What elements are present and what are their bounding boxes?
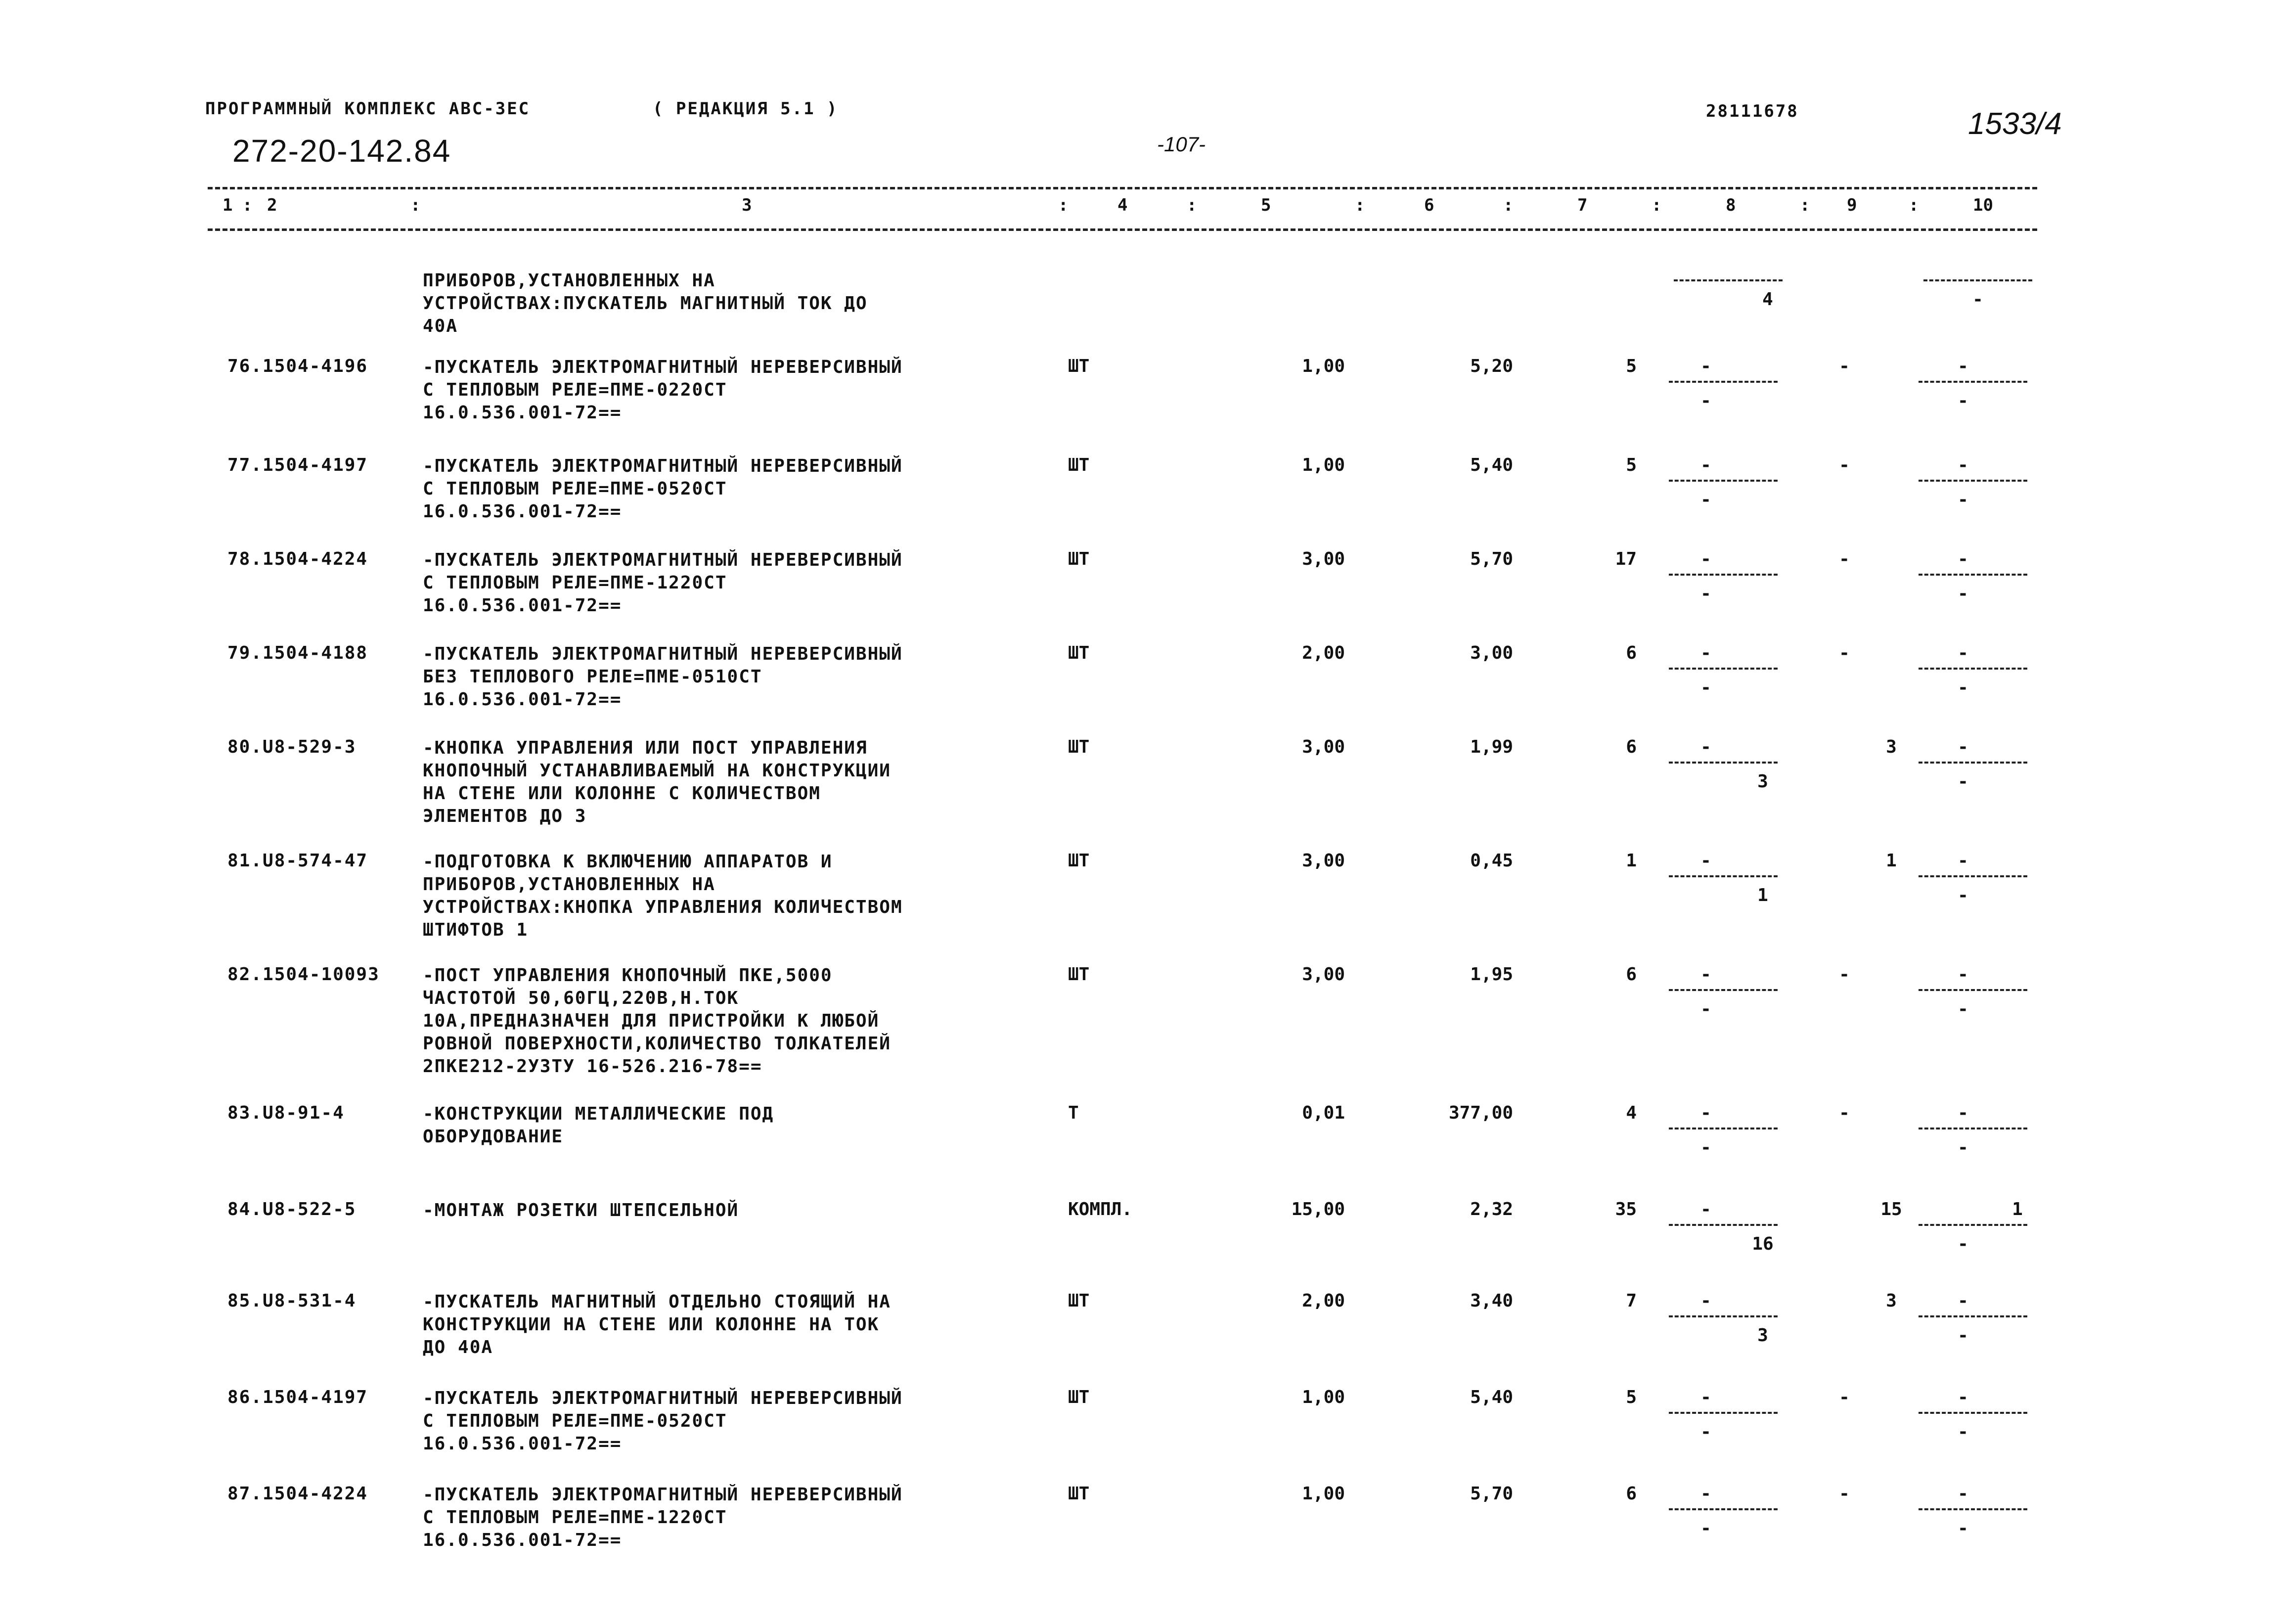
c10-bottom-value: - bbox=[1958, 490, 1968, 510]
description-line: -ПУСКАТЕЛЬ ЭЛЕКТРОМАГНИТНЫЙ НЕРЕВЕРСИВНЫЙ bbox=[423, 550, 903, 570]
c10-divider bbox=[1919, 1315, 2027, 1317]
c10-bottom-value: - bbox=[1958, 1325, 1968, 1346]
description-line: БЕЗ ТЕПЛОВОГО РЕЛЕ=ПМЕ-0510СТ bbox=[423, 667, 762, 687]
column-number-7: 7 bbox=[1577, 195, 1588, 215]
c10-top-value: - bbox=[1958, 964, 1968, 985]
c8-divider bbox=[1669, 1315, 1778, 1317]
column-separator: : bbox=[1800, 195, 1810, 215]
c8-divider bbox=[1669, 381, 1778, 383]
c9-value: 3 bbox=[1886, 1291, 1897, 1311]
row-unit-price: 0,45 bbox=[1470, 851, 1513, 871]
c8-top-value: - bbox=[1700, 356, 1711, 376]
c8-divider bbox=[1669, 762, 1778, 764]
c10-divider bbox=[1919, 989, 2027, 991]
row-unit: ШТ bbox=[1068, 1484, 1090, 1504]
c8-top-value: - bbox=[1700, 1387, 1711, 1407]
column-separator: : bbox=[1355, 195, 1365, 215]
row-unit: Т bbox=[1068, 1103, 1079, 1123]
row-unit-price: 3,00 bbox=[1470, 643, 1513, 663]
row-unit: ШТ bbox=[1068, 737, 1090, 757]
row-quantity: 3,00 bbox=[1302, 964, 1345, 985]
c8-left-value: 17 bbox=[1615, 549, 1637, 569]
row-unit: ШТ bbox=[1068, 455, 1090, 475]
description-line: 16.0.536.001-72== bbox=[423, 1434, 622, 1454]
row-unit-price: 5,70 bbox=[1470, 1484, 1513, 1504]
description-line: С ТЕПЛОВЫМ РЕЛЕ=ПМЕ-0520СТ bbox=[423, 479, 727, 499]
description-line: 16.0.536.001-72== bbox=[423, 1530, 622, 1550]
c10-divider bbox=[1919, 480, 2027, 482]
c10-top-value: - bbox=[1958, 455, 1968, 475]
c8-divider bbox=[1669, 1224, 1778, 1226]
c8-top-value: - bbox=[1700, 851, 1711, 871]
c8-left-value: 6 bbox=[1626, 964, 1637, 985]
c10-top-value: - bbox=[1958, 851, 1968, 871]
c10-divider bbox=[1919, 1128, 2027, 1129]
description-line: -КОНСТРУКЦИИ МЕТАЛЛИЧЕСКИЕ ПОД bbox=[423, 1104, 774, 1124]
description-line: -ПОДГОТОВКА К ВКЛЮЧЕНИЮ АППАРАТОВ И bbox=[423, 852, 833, 872]
row-unit-price: 5,40 bbox=[1470, 1387, 1513, 1407]
c9-value: 15 bbox=[1880, 1199, 1902, 1219]
c8-top-value: - bbox=[1700, 643, 1711, 663]
column-number-2: 2 bbox=[267, 195, 277, 215]
row-code: 78.1504-4224 bbox=[227, 549, 368, 569]
row-unit-price: 5,40 bbox=[1470, 455, 1513, 475]
c10-divider bbox=[1923, 279, 2032, 281]
c10-bottom-value: - bbox=[1958, 584, 1968, 604]
description-line: 2ПКЕ212-2У3ТУ 16-526.216-78== bbox=[423, 1056, 762, 1077]
c10-divider bbox=[1919, 762, 2027, 764]
description-line: ПРИБОРОВ,УСТАНОВЛЕННЫХ НА bbox=[423, 874, 715, 895]
row-code: 81.U8-574-47 bbox=[227, 851, 368, 871]
row-description bbox=[423, 964, 891, 1078]
c10-top-value: - bbox=[1958, 1291, 1968, 1311]
row-quantity: 0,01 bbox=[1302, 1103, 1345, 1123]
description-line: С ТЕПЛОВЫМ РЕЛЕ=ПМЕ-1220СТ bbox=[423, 573, 727, 593]
header-rule-bottom bbox=[208, 228, 2037, 231]
column-separator: : bbox=[1058, 195, 1069, 215]
column-number-6: 6 bbox=[1424, 195, 1434, 215]
description-line: -ПУСКАТЕЛЬ ЭЛЕКТРОМАГНИТНЫЙ НЕРЕВЕРСИВНЫЙ bbox=[423, 357, 903, 377]
continuation-desc: ПРИБОРОВ,УСТАНОВЛЕННЫХ НА УСТРОЙСТВАХ:ПУСКАТЕЛЬ МАГНИТНЫЙ ТОК ДО 40А bbox=[423, 271, 868, 336]
row-unit: ШТ bbox=[1068, 549, 1090, 569]
c8-left-value: 4 bbox=[1626, 1103, 1637, 1123]
column-number-10: 10 bbox=[1973, 195, 1993, 215]
description-line: -МОНТАЖ РОЗЕТКИ ШТЕПСЕЛЬНОЙ bbox=[423, 1200, 739, 1220]
c8-left-value: 6 bbox=[1626, 643, 1637, 663]
c8-top-value: - bbox=[1700, 964, 1711, 985]
c10-bottom-value: - bbox=[1958, 677, 1968, 698]
description-line: ОБОРУДОВАНИЕ bbox=[423, 1127, 564, 1147]
row-unit: ШТ bbox=[1068, 1291, 1090, 1311]
document-code: 28111678 bbox=[1706, 101, 1799, 121]
row-unit-price: 2,32 bbox=[1470, 1199, 1513, 1219]
row-unit-price: 377,00 bbox=[1448, 1103, 1513, 1123]
c10-divider bbox=[1919, 875, 2027, 877]
description-line: КОНСТРУКЦИИ НА СТЕНЕ ИЛИ КОЛОННЕ НА ТОК bbox=[423, 1314, 880, 1335]
c8-bottom-value: - bbox=[1700, 391, 1711, 411]
row-quantity: 15,00 bbox=[1291, 1199, 1345, 1219]
row-code: 77.1504-4197 bbox=[227, 455, 368, 475]
row-quantity: 3,00 bbox=[1302, 737, 1345, 757]
c8-bottom-value: - bbox=[1700, 677, 1711, 698]
row-code: 87.1504-4224 bbox=[227, 1484, 368, 1504]
description-line: С ТЕПЛОВЫМ РЕЛЕ=ПМЕ-1220СТ bbox=[423, 1507, 727, 1528]
description-line: -ПУСКАТЕЛЬ ЭЛЕКТРОМАГНИТНЫЙ НЕРЕВЕРСИВНЫЙ bbox=[423, 644, 903, 664]
description-line: РОВНОЙ ПОВЕРХНОСТИ,КОЛИЧЕСТВО ТОЛКАТЕЛЕЙ bbox=[423, 1034, 891, 1054]
c8-left-value: 5 bbox=[1626, 1387, 1637, 1407]
row-description bbox=[423, 549, 903, 617]
c10-top-value: - bbox=[1958, 549, 1968, 569]
description-line: 16.0.536.001-72== bbox=[423, 595, 622, 616]
c8-top-value: - bbox=[1700, 737, 1711, 757]
c10-bottom-value: - bbox=[1958, 391, 1968, 411]
row-unit-price: 1,99 bbox=[1470, 737, 1513, 757]
c8-top-value: - bbox=[1700, 455, 1711, 475]
row-description bbox=[423, 1291, 891, 1359]
c8-divider bbox=[1669, 875, 1778, 877]
row-code: 82.1504-10093 bbox=[227, 964, 380, 985]
description-line: 10А,ПРЕДНАЗНАЧЕН ДЛЯ ПРИСТРОЙКИ К ЛЮБОЙ bbox=[423, 1011, 880, 1031]
c8-bottom: 4 bbox=[1762, 289, 1773, 310]
row-quantity: 2,00 bbox=[1302, 643, 1345, 663]
description-line: УСТРОЙСТВАХ:КНОПКА УПРАВЛЕНИЯ КОЛИЧЕСТВОМ bbox=[423, 897, 903, 917]
row-unit-price: 3,40 bbox=[1470, 1291, 1513, 1311]
c10-divider bbox=[1919, 574, 2027, 576]
c8-bottom-value: 3 bbox=[1757, 771, 1768, 792]
column-separator: : bbox=[1503, 195, 1514, 215]
column-number-9: 9 bbox=[1847, 195, 1857, 215]
row-unit: ШТ bbox=[1068, 964, 1090, 985]
row-quantity: 1,00 bbox=[1302, 1387, 1345, 1407]
header-rule-top bbox=[208, 187, 2037, 189]
description-line: -КНОПКА УПРАВЛЕНИЯ ИЛИ ПОСТ УПРАВЛЕНИЯ bbox=[423, 738, 868, 758]
row-quantity: 2,00 bbox=[1302, 1291, 1345, 1311]
row-description bbox=[423, 643, 903, 711]
row-description bbox=[423, 1103, 774, 1148]
column-separator: : bbox=[242, 195, 253, 215]
c8-divider bbox=[1669, 574, 1778, 576]
row-description bbox=[423, 455, 903, 523]
sheet-number: 1533/4 bbox=[1968, 107, 2062, 141]
c8-divider bbox=[1669, 1508, 1778, 1510]
page-number: -107- bbox=[1157, 133, 1206, 156]
c8-top-value: - bbox=[1700, 1484, 1711, 1504]
c8-divider bbox=[1674, 279, 1783, 281]
description-line: ЭЛЕМЕНТОВ ДО 3 bbox=[423, 806, 587, 826]
row-description bbox=[423, 1387, 903, 1455]
description-line: -ПУСКАТЕЛЬ ЭЛЕКТРОМАГНИТНЫЙ НЕРЕВЕРСИВНЫЙ bbox=[423, 456, 903, 476]
column-separator: : bbox=[1187, 195, 1197, 215]
c9-value: - bbox=[1839, 1387, 1850, 1407]
row-code: 83.U8-91-4 bbox=[227, 1103, 345, 1123]
row-code: 79.1504-4188 bbox=[227, 643, 368, 663]
row-unit: КОМПЛ. bbox=[1068, 1199, 1133, 1219]
column-separator: : bbox=[410, 195, 421, 215]
c8-divider bbox=[1669, 480, 1778, 482]
description-line: ЧАСТОТОЙ 50,60ГЦ,220В,Н.ТОК bbox=[423, 988, 739, 1008]
row-unit-price: 5,20 bbox=[1470, 356, 1513, 376]
description-line: 16.0.536.001-72== bbox=[423, 501, 622, 522]
column-number-3: 3 bbox=[742, 195, 752, 215]
c9-value: - bbox=[1839, 643, 1850, 663]
c8-left-value: 6 bbox=[1626, 1484, 1637, 1504]
c10-top-value: - bbox=[1958, 643, 1968, 663]
column-number-5: 5 bbox=[1261, 195, 1271, 215]
description-line: КНОПОЧНЫЙ УСТАНАВЛИВАЕМЫЙ НА КОНСТРУКЦИИ bbox=[423, 761, 891, 781]
c8-left-value: 1 bbox=[1626, 851, 1637, 871]
c8-top-value: - bbox=[1700, 1199, 1711, 1219]
column-number-4: 4 bbox=[1117, 195, 1128, 215]
c9-value: - bbox=[1839, 1103, 1850, 1123]
c8-top-value: - bbox=[1700, 1103, 1711, 1123]
description-line: ДО 40А bbox=[423, 1337, 493, 1357]
c8-divider bbox=[1669, 668, 1778, 670]
c9-value: - bbox=[1839, 549, 1850, 569]
c8-bottom-value: 3 bbox=[1757, 1325, 1768, 1346]
c8-bottom-value: - bbox=[1700, 999, 1711, 1019]
c8-bottom-value: 1 bbox=[1757, 885, 1768, 905]
c8-divider bbox=[1669, 1128, 1778, 1129]
row-description bbox=[423, 1484, 903, 1552]
description-line: ШТИФТОВ 1 bbox=[423, 920, 529, 940]
c8-divider bbox=[1669, 1412, 1778, 1414]
c10-bottom-value: - bbox=[1958, 999, 1968, 1019]
edition-label: ( РЕДАКЦИЯ 5.1 ) bbox=[653, 99, 839, 119]
c9-value: 3 bbox=[1886, 737, 1897, 757]
c9-value: - bbox=[1839, 964, 1850, 985]
c8-top-value: - bbox=[1700, 1291, 1711, 1311]
description-line: -ПУСКАТЕЛЬ МАГНИТНЫЙ ОТДЕЛЬНО СТОЯЩИЙ НА bbox=[423, 1292, 891, 1312]
description-line: -ПУСКАТЕЛЬ ЭЛЕКТРОМАГНИТНЫЙ НЕРЕВЕРСИВНЫЙ bbox=[423, 1388, 903, 1408]
program-title: ПРОГРАММНЫЙ КОМПЛЕКС АВС-3ЕС bbox=[205, 99, 531, 119]
row-unit-price: 1,95 bbox=[1470, 964, 1513, 985]
row-description bbox=[423, 737, 891, 828]
column-separator: : bbox=[1652, 195, 1662, 215]
c10-divider bbox=[1919, 1508, 2027, 1510]
row-quantity: 1,00 bbox=[1302, 455, 1345, 475]
description-line: С ТЕПЛОВЫМ РЕЛЕ=ПМЕ-0220СТ bbox=[423, 380, 727, 400]
row-description bbox=[423, 851, 903, 942]
c8-left-value: 7 bbox=[1626, 1291, 1637, 1311]
c9-value: 1 bbox=[1886, 851, 1897, 871]
column-number-8: 8 bbox=[1726, 195, 1736, 215]
c10-bottom-value: - bbox=[1958, 885, 1968, 905]
c8-top-value: - bbox=[1700, 549, 1711, 569]
description-line: 16.0.536.001-72== bbox=[423, 689, 622, 710]
c9-value: - bbox=[1839, 455, 1850, 475]
c9-value: - bbox=[1839, 356, 1850, 376]
description-line: 16.0.536.001-72== bbox=[423, 403, 622, 423]
c10-top-value: - bbox=[1958, 356, 1968, 376]
c10-top-value: - bbox=[1958, 1103, 1968, 1123]
c8-left-value: 6 bbox=[1626, 737, 1637, 757]
row-quantity: 1,00 bbox=[1302, 1484, 1345, 1504]
c8-left-value: 5 bbox=[1626, 455, 1637, 475]
c8-bottom-value: - bbox=[1700, 584, 1711, 604]
c10-bottom: - bbox=[1972, 289, 1983, 310]
c10-top-value: - bbox=[1958, 1484, 1968, 1504]
c8-bottom-value: - bbox=[1700, 490, 1711, 510]
c8-bottom-value: - bbox=[1700, 1518, 1711, 1538]
row-code: 85.U8-531-4 bbox=[227, 1291, 357, 1311]
row-code: 86.1504-4197 bbox=[227, 1387, 368, 1407]
c10-divider bbox=[1919, 1412, 2027, 1414]
document-number: 272-20-142.84 bbox=[232, 133, 451, 169]
c10-divider bbox=[1919, 381, 2027, 383]
row-code: 76.1504-4196 bbox=[227, 356, 368, 376]
c10-top-value: - bbox=[1958, 737, 1968, 757]
column-separator: : bbox=[1909, 195, 1919, 215]
description-line: -ПОСТ УПРАВЛЕНИЯ КНОПОЧНЫЙ ПКЕ,5000 bbox=[423, 965, 833, 986]
row-unit-price: 5,70 bbox=[1470, 549, 1513, 569]
c10-bottom-value: - bbox=[1958, 1137, 1968, 1158]
column-number-1: 1 bbox=[223, 195, 233, 215]
c10-divider bbox=[1919, 1224, 2027, 1226]
c8-left-value: 35 bbox=[1615, 1199, 1637, 1219]
c8-bottom-value: - bbox=[1700, 1422, 1711, 1442]
row-quantity: 3,00 bbox=[1302, 549, 1345, 569]
c8-left-value: 5 bbox=[1626, 356, 1637, 376]
c8-bottom-value: 16 bbox=[1752, 1234, 1774, 1254]
description-line: -ПУСКАТЕЛЬ ЭЛЕКТРОМАГНИТНЫЙ НЕРЕВЕРСИВНЫЙ bbox=[423, 1485, 903, 1505]
row-unit: ШТ bbox=[1068, 643, 1090, 663]
c8-divider bbox=[1669, 989, 1778, 991]
c10-divider bbox=[1919, 668, 2027, 670]
row-unit: ШТ bbox=[1068, 851, 1090, 871]
row-code: 80.U8-529-3 bbox=[227, 737, 357, 757]
row-unit: ШТ bbox=[1068, 356, 1090, 376]
c8-bottom-value: - bbox=[1700, 1137, 1711, 1158]
c9-value: - bbox=[1839, 1484, 1850, 1504]
description-line: НА СТЕНЕ ИЛИ КОЛОННЕ С КОЛИЧЕСТВОМ bbox=[423, 783, 821, 804]
c10-bottom-value: - bbox=[1958, 1518, 1968, 1538]
c10-bottom-value: - bbox=[1958, 1234, 1968, 1254]
c10-top-value: 1 bbox=[2012, 1199, 2023, 1219]
row-unit: ШТ bbox=[1068, 1387, 1090, 1407]
c10-bottom-value: - bbox=[1958, 771, 1968, 792]
description-line: С ТЕПЛОВЫМ РЕЛЕ=ПМЕ-0520СТ bbox=[423, 1411, 727, 1431]
c10-top-value: - bbox=[1958, 1387, 1968, 1407]
c10-bottom-value: - bbox=[1958, 1422, 1968, 1442]
row-description bbox=[423, 1199, 739, 1222]
row-quantity: 3,00 bbox=[1302, 851, 1345, 871]
row-description bbox=[423, 356, 903, 424]
row-code: 84.U8-522-5 bbox=[227, 1199, 357, 1219]
row-quantity: 1,00 bbox=[1302, 356, 1345, 376]
